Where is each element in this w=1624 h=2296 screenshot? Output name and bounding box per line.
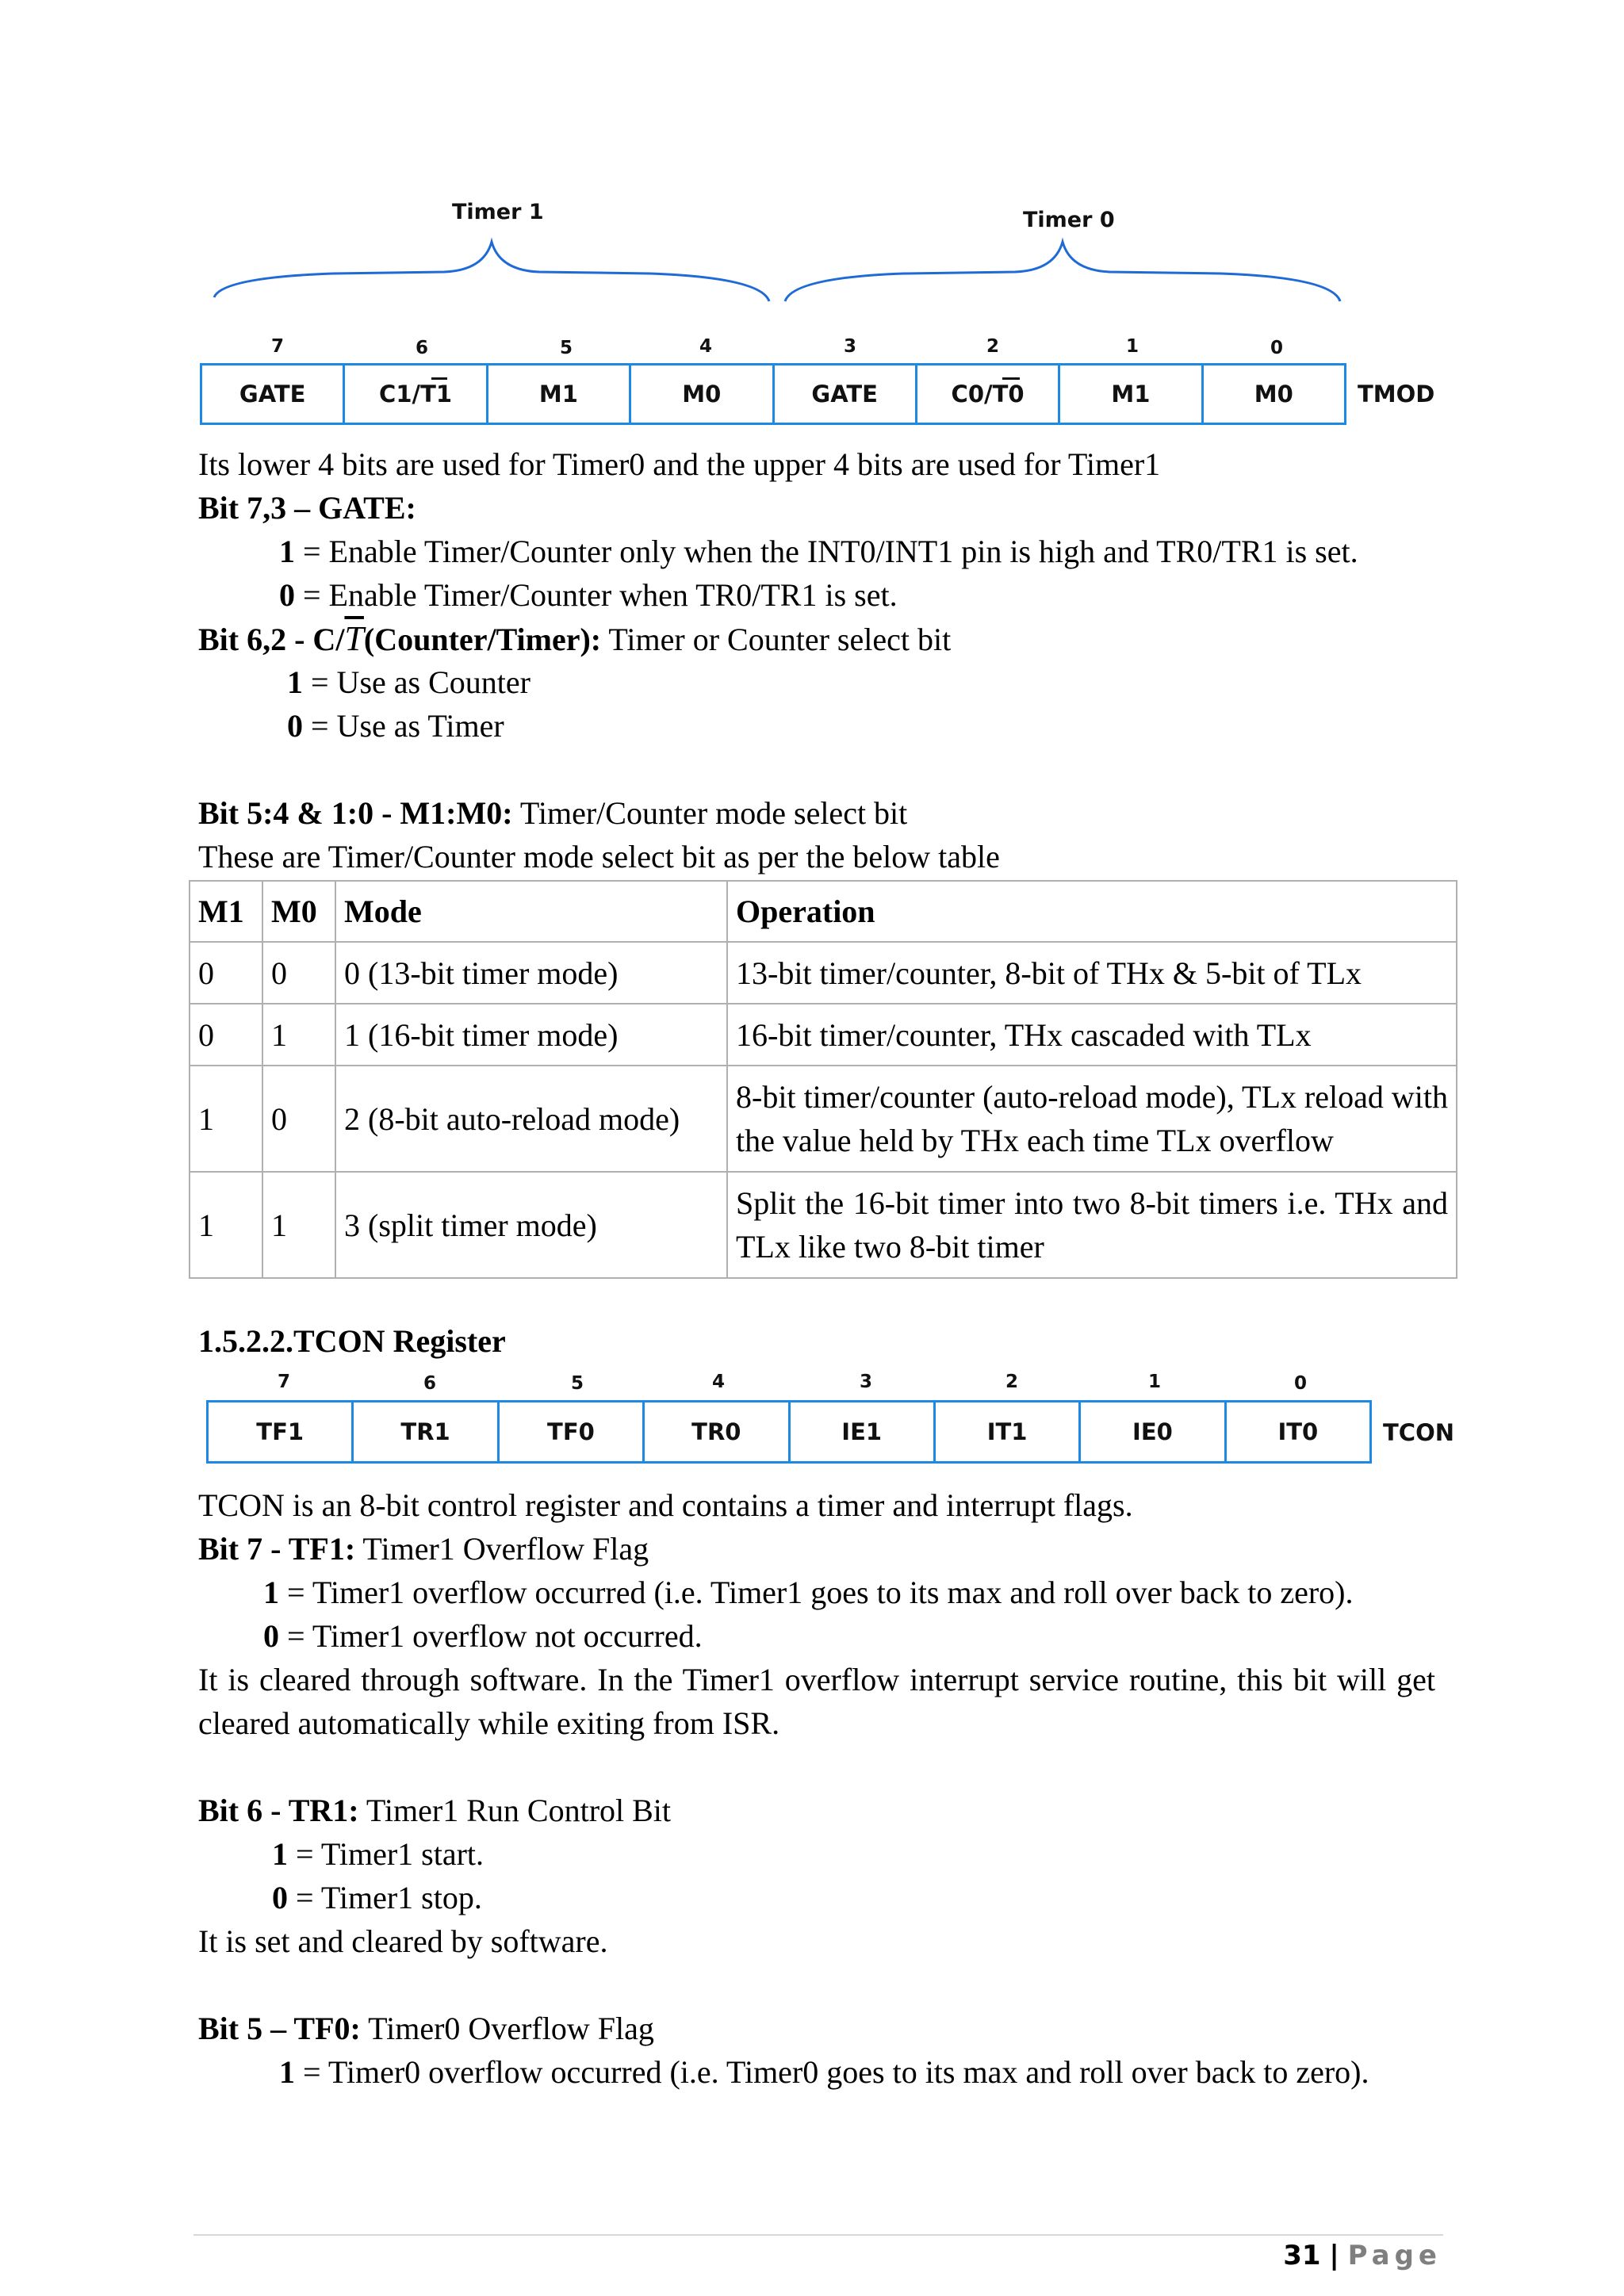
timer-braces bbox=[206, 234, 1348, 313]
tcon-bit-tf0: TF0 bbox=[497, 1402, 642, 1461]
ct-1-key: 1 bbox=[287, 664, 303, 700]
gate-1-text: = Enable Timer/Counter only when the INT0/INT1 pin is high and TR0/TR1 is set. bbox=[295, 534, 1358, 569]
ct-heading-b: (Counter/Timer): bbox=[363, 622, 602, 657]
cell-m1: 1 bbox=[190, 1066, 262, 1172]
tr1-heading-text: Bit 6 - TR1: bbox=[198, 1793, 359, 1828]
tcon-bit-it0: IT0 bbox=[1224, 1402, 1369, 1461]
cell-mode: 2 (8-bit auto-reload mode) bbox=[335, 1066, 727, 1172]
timer1-label: Timer 1 bbox=[452, 200, 544, 224]
tf0-1-text: = Timer0 overflow occurred (i.e. Timer0 goes to its max and roll over back to zero). bbox=[295, 2054, 1369, 2090]
tcon-intro: TCON is an 8-bit control register and contains a timer and interrupt flags. bbox=[198, 1487, 1133, 1523]
ct-heading bbox=[198, 617, 951, 661]
table-row bbox=[190, 1172, 1457, 1278]
tmod-intro: Its lower 4 bits are used for Timer0 and the upper 4 bits are used for Timer1 bbox=[198, 446, 1161, 482]
col-header-m0: M0 bbox=[262, 881, 335, 942]
col-header-operation: Operation bbox=[727, 881, 1457, 942]
ct-heading-t: $\overline{T}$ bbox=[344, 619, 364, 658]
tf1-heading-desc: Timer1 Overflow Flag bbox=[355, 1531, 649, 1567]
tf1-note: It is cleared through software. In the Timer1 overflow interrupt service routine, this bit will get cleared automatically while exiting from ISR. bbox=[198, 1662, 1435, 1741]
t0-overline bbox=[1002, 377, 1020, 380]
tcon-section-heading-text: 1.5.2.2.TCON Register bbox=[198, 1323, 506, 1359]
tmod-bit-num: 0 bbox=[1270, 338, 1284, 358]
tmod-bit-gate1: GATE bbox=[239, 381, 306, 408]
mode-heading bbox=[198, 791, 907, 835]
gate-0-desc bbox=[279, 573, 898, 617]
tcon-bit-num: 1 bbox=[1147, 1372, 1162, 1392]
tcon-bit-num: 4 bbox=[711, 1372, 726, 1392]
cell-operation: 8-bit timer/counter (auto-reload mode), TLx reload with the value held by THx each time TLx overflow bbox=[727, 1066, 1457, 1172]
tr1-0-key: 0 bbox=[272, 1880, 288, 1915]
t1-overline bbox=[431, 377, 447, 380]
gate-0-text: = Enable Timer/Counter when TR0/TR1 is set. bbox=[295, 577, 898, 613]
tcon-bit-num: 5 bbox=[570, 1373, 584, 1394]
tmod-bit-num: 1 bbox=[1125, 336, 1139, 357]
tmod-bit-num: 3 bbox=[843, 336, 857, 357]
tmod-bit-c0t0-label: C0/T0 bbox=[951, 381, 1025, 408]
gate-1-desc bbox=[279, 530, 1358, 573]
tr1-0-text: = Timer1 stop. bbox=[288, 1880, 482, 1915]
tcon-bit-it1: IT1 bbox=[933, 1402, 1078, 1461]
tcon-bit-tr0: TR0 bbox=[642, 1402, 787, 1461]
mode-table bbox=[189, 880, 1457, 1279]
table-row bbox=[190, 1066, 1457, 1172]
tr1-1-text: = Timer1 start. bbox=[288, 1836, 485, 1872]
tr1-0-desc bbox=[272, 1876, 482, 1919]
tmod-bit-num: 4 bbox=[699, 336, 713, 357]
tmod-bit-num: 5 bbox=[559, 338, 573, 358]
tmod-bit-m1-timer1: M1 bbox=[486, 365, 629, 423]
footer-rule bbox=[193, 2234, 1443, 2236]
tf1-1-key: 1 bbox=[263, 1575, 279, 1610]
tf1-1-text: = Timer1 overflow occurred (i.e. Timer1 goes to its max and roll over back to zero). bbox=[279, 1575, 1354, 1610]
tmod-bit-num: 2 bbox=[986, 336, 1000, 357]
tf1-0-desc bbox=[263, 1614, 703, 1658]
tf1-heading bbox=[198, 1527, 649, 1571]
cell-mode: 1 (16-bit timer mode) bbox=[335, 1004, 727, 1066]
tmod-register-name: TMOD bbox=[1358, 381, 1435, 408]
cell-m1: 0 bbox=[190, 942, 262, 1004]
timer0-label: Timer 0 bbox=[1023, 208, 1115, 232]
tr1-1-desc bbox=[272, 1832, 484, 1876]
table-row bbox=[190, 942, 1457, 1004]
col-header-m1: M1 bbox=[190, 881, 262, 942]
tcon-register-name: TCON bbox=[1383, 1419, 1454, 1446]
tf0-heading bbox=[198, 2007, 654, 2050]
tf1-0-key: 0 bbox=[263, 1618, 279, 1654]
cell-operation: Split the 16-bit timer into two 8-bit timers i.e. THx and TLx like two 8-bit timer bbox=[727, 1172, 1457, 1278]
tmod-bit-c1t1 bbox=[343, 365, 485, 423]
tr1-1-key: 1 bbox=[272, 1836, 288, 1872]
tf1-1-desc bbox=[263, 1571, 1354, 1614]
mode-intro: These are Timer/Counter mode select bit as per the below table bbox=[198, 839, 1000, 874]
timer1-brace bbox=[214, 242, 769, 301]
table-row bbox=[190, 1004, 1457, 1066]
tmod-bit-num: 7 bbox=[270, 336, 285, 357]
cell-m0: 0 bbox=[262, 942, 335, 1004]
tcon-bit-tr1: TR1 bbox=[351, 1402, 496, 1461]
tcon-bit-ie0: IE0 bbox=[1078, 1402, 1224, 1461]
gate-heading-text: Bit 7,3 – GATE: bbox=[198, 490, 416, 526]
ct-1-text: = Use as Counter bbox=[303, 664, 530, 700]
timer0-brace bbox=[785, 242, 1340, 301]
tf0-1-key: 1 bbox=[279, 2054, 295, 2090]
tf1-0-text: = Timer1 overflow not occurred. bbox=[279, 1618, 703, 1654]
tmod-register bbox=[200, 363, 1346, 425]
tmod-bit-c0t0 bbox=[915, 365, 1058, 423]
page-word: Page bbox=[1347, 2240, 1442, 2271]
ct-0-text: = Use as Timer bbox=[303, 708, 504, 744]
tcon-bit-num: 3 bbox=[859, 1372, 873, 1392]
mode-table-header bbox=[190, 881, 1457, 942]
cell-mode: 3 (split timer mode) bbox=[335, 1172, 727, 1278]
mode-heading-text: Bit 5:4 & 1:0 - M1:M0: bbox=[198, 795, 513, 831]
cell-operation: 13-bit timer/counter, 8-bit of THx & 5-bit of TLx bbox=[727, 942, 1457, 1004]
ct-0-desc bbox=[287, 704, 504, 748]
tmod-bit-m1-timer0: M1 bbox=[1058, 365, 1201, 423]
ct-0-key: 0 bbox=[287, 708, 303, 744]
tcon-section-heading bbox=[198, 1319, 506, 1363]
tcon-bit-num: 7 bbox=[277, 1372, 291, 1392]
tf0-1-desc bbox=[279, 2050, 1369, 2094]
mode-heading-desc: Timer/Counter mode select bit bbox=[512, 795, 908, 831]
tcon-bit-ie1: IE1 bbox=[788, 1402, 933, 1461]
cell-mode: 0 (13-bit timer mode) bbox=[335, 942, 727, 1004]
tr1-note: It is set and cleared by software. bbox=[198, 1923, 608, 1959]
tcon-bit-num: 0 bbox=[1293, 1373, 1308, 1394]
gate-heading bbox=[198, 486, 416, 530]
tcon-bit-num: 6 bbox=[423, 1373, 437, 1394]
cell-m1: 1 bbox=[190, 1172, 262, 1278]
tcon-register bbox=[206, 1400, 1372, 1464]
page-separator: | bbox=[1329, 2240, 1339, 2271]
gate-1-key: 1 bbox=[279, 534, 295, 569]
ct-heading-a: Bit 6,2 - C/ bbox=[198, 622, 345, 657]
tmod-bit-gate0: GATE bbox=[772, 365, 915, 423]
tf0-heading-text: Bit 5 – TF0: bbox=[198, 2011, 361, 2046]
cell-m0: 1 bbox=[262, 1172, 335, 1278]
page-number: 31 bbox=[1283, 2240, 1321, 2271]
tf0-heading-desc: Timer0 Overflow Flag bbox=[360, 2011, 654, 2046]
tmod-bit-c1t1-label: C1/T1 bbox=[379, 381, 453, 408]
cell-m0: 1 bbox=[262, 1004, 335, 1066]
ct-1-desc bbox=[287, 660, 530, 704]
tmod-bit-m0-timer0: M0 bbox=[1201, 365, 1344, 423]
gate-0-key: 0 bbox=[279, 577, 295, 613]
tcon-bit-tf1: TF1 bbox=[256, 1418, 304, 1445]
tr1-heading bbox=[198, 1789, 671, 1832]
tcon-bit-num: 2 bbox=[1005, 1372, 1019, 1392]
tr1-heading-desc: Timer1 Run Control Bit bbox=[358, 1793, 672, 1828]
cell-operation: 16-bit timer/counter, THx cascaded with TLx bbox=[727, 1004, 1457, 1066]
cell-m1: 0 bbox=[190, 1004, 262, 1066]
tf1-heading-text: Bit 7 - TF1: bbox=[198, 1531, 356, 1567]
tmod-bit-m0-timer1: M0 bbox=[629, 365, 772, 423]
tmod-bit-num: 6 bbox=[415, 338, 429, 358]
page-footer bbox=[1283, 2240, 1442, 2271]
cell-m0: 0 bbox=[262, 1066, 335, 1172]
ct-heading-desc: Timer or Counter select bit bbox=[601, 622, 952, 657]
col-header-mode: Mode bbox=[335, 881, 727, 942]
